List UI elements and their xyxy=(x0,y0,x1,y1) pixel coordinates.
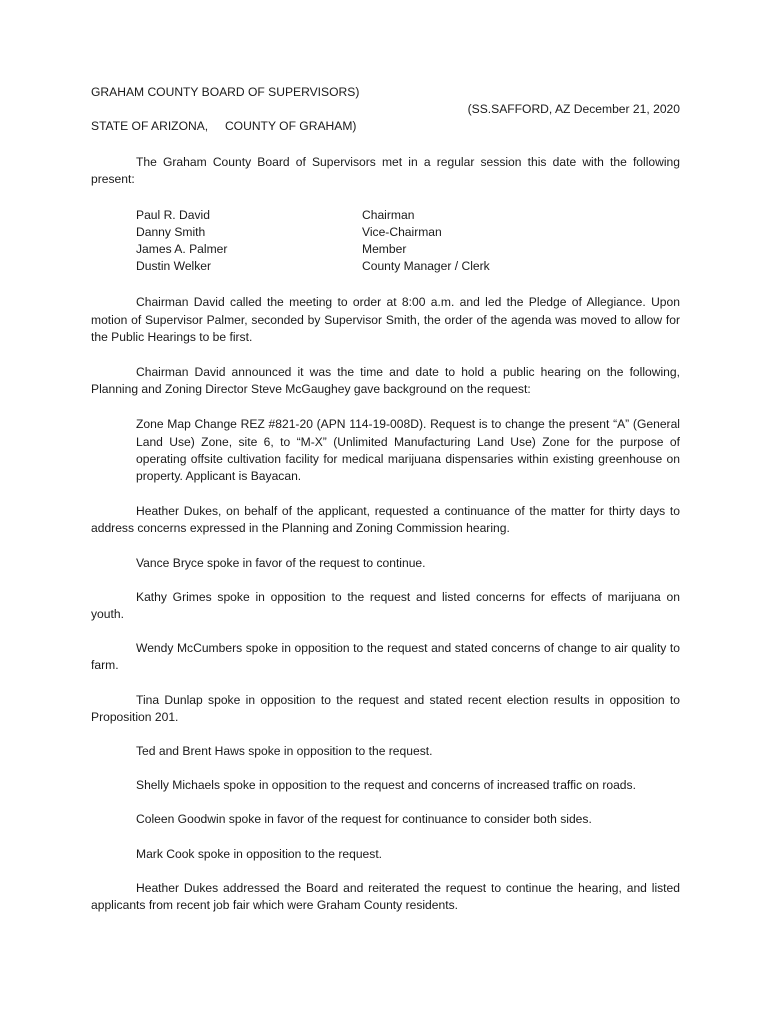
member-row xyxy=(136,207,680,224)
intro-paragraph: The Graham County Board of Supervisors met in a regular session this date with the following present: xyxy=(91,155,680,187)
applicant-continuance-paragraph: Heather Dukes, on behalf of the applicant, requested a continuance of the matter for thirty days to address concerns expressed in the Planning and Zoning Commission hearing. xyxy=(91,504,680,536)
public-comment-shelly: Shelly Michaels spoke in opposition to the request and concerns of increased traffic on roads. xyxy=(136,778,636,793)
member-role: Member xyxy=(362,242,407,257)
public-comment-mark: Mark Cook spoke in opposition to the request. xyxy=(136,846,383,861)
minutes-body xyxy=(91,84,680,914)
zone-change-request-block: Zone Map Change REZ #821-20 (APN 114-19-008D). Request is to change the present “A” (General Land Use) Zone, site 6, to “M-X” (Unlimited Manufacturing Land Use) Zone for the purpose of operating offsite cultivation facility for medical marijuana dispensaries within existing greenhouse on property. Applicant is Bayacan. xyxy=(136,417,680,484)
public-comment-ted-brent: Ted and Brent Haws spoke in opposition to the request. xyxy=(136,744,433,759)
public-comment-wendy: Wendy McCumbers spoke in opposition to the request and stated concerns of change to air quality to farm. xyxy=(91,641,680,673)
jurisdiction-caption xyxy=(91,118,680,135)
public-comment-coleen: Coleen Goodwin spoke in favor of the request for continuance to consider both sides. xyxy=(136,812,592,827)
applicant-rebuttal-paragraph: Heather Dukes addressed the Board and reiterated the request to continue the hearing, and listed applicants from recent job fair which were Graham County residents. xyxy=(91,880,680,913)
call-to-order-paragraph: Chairman David called the meeting to order at 8:00 a.m. and led the Pledge of Allegiance. Upon motion of Supervisor Palmer, seconded by Supervisor Smith, the order of the agenda was moved to allow for the Public Hearings to be first. xyxy=(91,295,680,344)
county-caption: COUNTY OF GRAHAM) xyxy=(224,119,357,133)
member-name: James A. Palmer xyxy=(136,242,228,257)
member-name: Paul R. David xyxy=(136,208,210,223)
member-role: Vice-Chairman xyxy=(362,225,442,240)
session-location-date: (SS.SAFFORD, AZ December 21, 2020 xyxy=(467,102,680,116)
hearing-announcement-paragraph: Chairman David announced it was the time and date to hold a public hearing on the following, Planning and Zoning Director Steve McGaughey gave background on the request: xyxy=(91,365,680,397)
members-present-list xyxy=(136,207,680,275)
member-row xyxy=(136,241,680,258)
public-comment-kathy: Kathy Grimes spoke in opposition to the request and listed concerns for effects of marijuana on youth. xyxy=(91,589,680,622)
member-role: Chairman xyxy=(362,208,415,223)
member-row xyxy=(136,224,680,241)
member-row xyxy=(136,258,680,275)
board-caption: GRAHAM COUNTY BOARD OF SUPERVISORS) xyxy=(91,85,360,99)
member-name: Danny Smith xyxy=(136,225,206,240)
member-role: County Manager / Clerk xyxy=(362,259,490,274)
state-caption: STATE OF ARIZONA, xyxy=(91,119,209,133)
public-comment-tina: Tina Dunlap spoke in opposition to the request and stated recent election results in opposition to Proposition 201. xyxy=(91,692,680,724)
member-name: Dustin Welker xyxy=(136,259,212,274)
public-comment-vance: Vance Bryce spoke in favor of the request to continue. xyxy=(136,555,426,570)
